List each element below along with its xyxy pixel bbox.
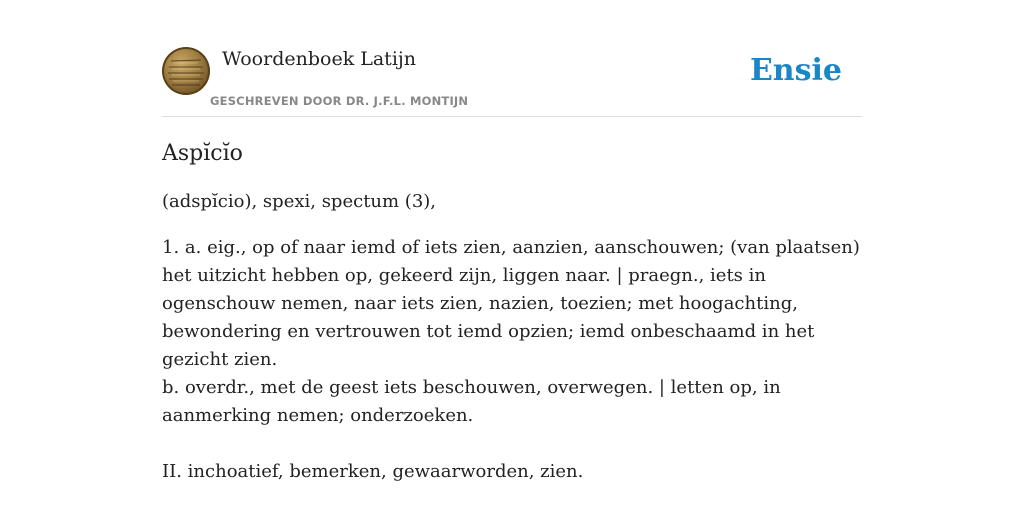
book-title[interactable]: Woordenboek Latijn xyxy=(222,48,417,70)
ensie-logo[interactable]: Ensie xyxy=(749,53,842,88)
page-header xyxy=(162,46,862,117)
coin-inscription-icon[interactable] xyxy=(162,47,210,95)
sense-1b: b. overdr., met de geest iets beschouwen, overwegen. | letten op, in aanmerking nemen; onderzoeken. xyxy=(162,377,781,426)
principal-parts: (adspĭcio), spexi, spectum (3), xyxy=(162,191,437,212)
definition xyxy=(162,234,862,486)
sense-2: II. inchoatief, bemerken, gewaarworden, zien. xyxy=(162,461,584,482)
sense-1a: 1. a. eig., op of naar iemd of iets zien, aanzien, aanschouwen; (van plaatsen) het uitzicht hebben op, gekeerd zijn, liggen naar. | praegn., iets in ogenschouw nemen, naar iets zien, nazien, toezien; met hoogachting, bewondering en vertrouwen tot iemd opzien; iemd onbeschaamd in het gezicht zien. xyxy=(162,237,860,370)
entry-content xyxy=(162,138,862,486)
author-byline: GESCHREVEN DOOR DR. J.F.L. MONTIJN xyxy=(210,94,469,108)
paragraph-gap xyxy=(162,430,862,458)
headword: Aspĭcĭo xyxy=(162,141,243,166)
